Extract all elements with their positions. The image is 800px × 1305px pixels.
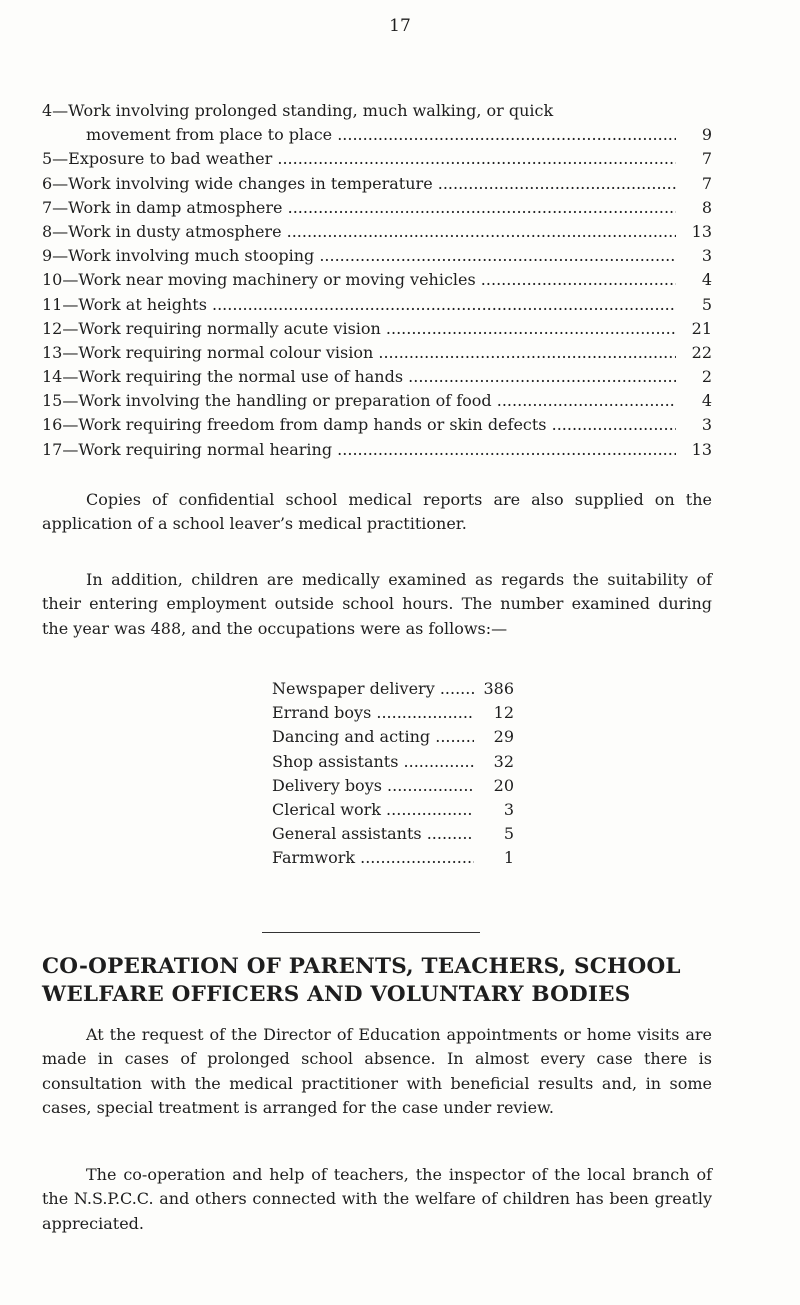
list-item bbox=[42, 341, 712, 365]
item-count: 5 bbox=[701, 294, 712, 314]
item-label: 4—Work involving prolonged standing, much walking, or quick bbox=[42, 101, 554, 120]
item-count: 7 bbox=[701, 149, 712, 169]
item-label-cont: movement from place to place ..... bbox=[86, 123, 676, 147]
list-item bbox=[272, 677, 514, 701]
list-item bbox=[42, 365, 712, 389]
item-label: 7—Work in damp atmosphere ..... bbox=[42, 196, 676, 220]
list-item bbox=[42, 244, 712, 268]
item-label: Newspaper delivery ..... bbox=[272, 677, 474, 701]
item-count: 4 bbox=[701, 270, 712, 290]
occupations-list bbox=[272, 677, 514, 871]
item-count: 21 bbox=[691, 318, 712, 338]
list-item bbox=[42, 389, 712, 413]
paragraph-employment: In addition, children are medically examined as regards the suitability of their entering employment outside school hours. The number examined during the year was 488, and the occupations were as follows:— bbox=[42, 570, 712, 638]
page-number: 17 bbox=[389, 16, 411, 36]
item-label: Clerical work ..... bbox=[272, 798, 474, 822]
item-count: 3 bbox=[701, 415, 712, 435]
item-label: Dancing and acting ..... bbox=[272, 725, 474, 749]
item-label: 5—Exposure to bad weather ..... bbox=[42, 147, 676, 171]
list-item bbox=[272, 822, 514, 846]
list-item bbox=[42, 317, 712, 341]
item-count: 386 bbox=[483, 679, 514, 698]
item-label: 14—Work requiring the normal use of hands ..... bbox=[42, 365, 676, 389]
item-count: 32 bbox=[493, 751, 514, 771]
section-divider bbox=[262, 932, 480, 933]
item-count: 13 bbox=[691, 439, 712, 459]
item-label: 17—Work requiring normal hearing ..... bbox=[42, 438, 676, 462]
list-item bbox=[42, 293, 712, 317]
list-item bbox=[42, 268, 712, 292]
item-label: 6—Work involving wide changes in temperature ..... bbox=[42, 172, 676, 196]
item-label: 8—Work in dusty atmosphere ..... bbox=[42, 220, 676, 244]
item-count: 12 bbox=[493, 703, 514, 723]
list-item bbox=[42, 147, 712, 171]
paragraph-cooperation: The co-operation and help of teachers, the inspector of the local branch of the N.S.P.C.C. and others connected with the welfare of children has been greatly appreciated. bbox=[42, 1165, 712, 1233]
item-count: 20 bbox=[493, 775, 514, 795]
list-item bbox=[42, 220, 712, 244]
item-label: Shop assistants ..... bbox=[272, 750, 474, 774]
list-item bbox=[272, 701, 514, 725]
item-count: 9 bbox=[701, 125, 712, 145]
item-label: 16—Work requiring freedom from damp hands or skin defects ..... bbox=[42, 413, 676, 437]
item-count: 4 bbox=[701, 391, 712, 411]
list-item bbox=[42, 413, 712, 437]
item-label: 13—Work requiring normal colour vision ..... bbox=[42, 341, 676, 365]
item-label: General assistants ..... bbox=[272, 822, 474, 846]
item-label: Errand boys ..... bbox=[272, 701, 474, 725]
list-item bbox=[272, 774, 514, 798]
paragraph-absence: At the request of the Director of Education appointments or home visits are made in cases of prolonged school absence. In almost every case there is consultation with the medical practitioner with beneficial results and, in some cases, special treatment is arranged for the case under review. bbox=[42, 1025, 712, 1118]
list-item bbox=[272, 846, 514, 870]
item-label: 15—Work involving the handling or preparation of food ..... bbox=[42, 389, 676, 413]
list-item bbox=[42, 438, 712, 462]
item-count: 3 bbox=[503, 799, 514, 819]
list-item bbox=[42, 196, 712, 220]
requirements-list bbox=[42, 99, 712, 462]
item-count: 7 bbox=[701, 173, 712, 193]
item-count: 5 bbox=[503, 824, 514, 844]
list-item bbox=[42, 99, 712, 147]
item-count: 8 bbox=[701, 197, 712, 217]
item-label: 12—Work requiring normally acute vision ..... bbox=[42, 317, 676, 341]
paragraph-reports: Copies of confidential school medical reports are also supplied on the application of a school leaver’s medical practitioner. bbox=[42, 490, 712, 534]
item-count: 2 bbox=[701, 367, 712, 387]
list-item bbox=[272, 798, 514, 822]
list-item bbox=[272, 725, 514, 749]
item-label: 11—Work at heights ..... bbox=[42, 293, 676, 317]
item-count: 3 bbox=[701, 246, 712, 266]
item-label: Farmwork ..... bbox=[272, 846, 474, 870]
item-label: 9—Work involving much stooping ..... bbox=[42, 244, 676, 268]
item-count: 13 bbox=[691, 221, 712, 241]
item-label: 10—Work near moving machinery or moving vehicles ..... bbox=[42, 268, 676, 292]
item-count: 22 bbox=[691, 342, 712, 362]
list-item bbox=[42, 172, 712, 196]
list-item bbox=[272, 750, 514, 774]
item-count: 1 bbox=[503, 848, 514, 868]
section-heading: CO-OPERATION OF PARENTS, TEACHERS, SCHOOL WELFARE OFFICERS AND VOLUNTARY BODIES bbox=[42, 954, 681, 1007]
item-label: Delivery boys ..... bbox=[272, 774, 474, 798]
item-count: 29 bbox=[493, 727, 514, 747]
